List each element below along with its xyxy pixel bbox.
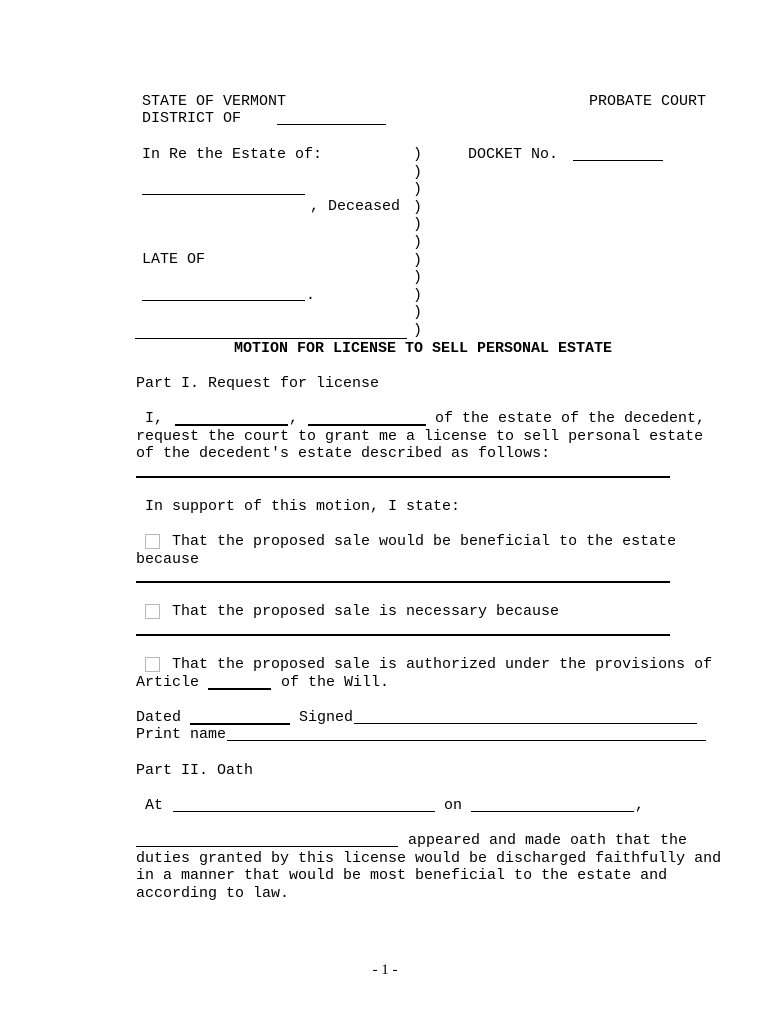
- district-blank[interactable]: [277, 124, 386, 125]
- oath-place-blank[interactable]: [173, 811, 435, 812]
- print-name-blank[interactable]: [227, 740, 706, 741]
- name-comma: ,: [289, 410, 299, 427]
- state-name: STATE OF VERMONT: [142, 93, 287, 110]
- page-number: - 1 -: [372, 962, 398, 978]
- necessary-option: That the proposed sale is necessary because: [172, 603, 560, 620]
- of-estate-text: of the estate of the decedent,: [435, 410, 706, 427]
- caption-parentheses: ) ) ) ) ) ) ) ) ) ) ): [413, 146, 423, 339]
- of-the-will-text: of the Will.: [281, 674, 390, 691]
- i-label: I,: [145, 410, 164, 427]
- on-label: on: [444, 797, 463, 814]
- request-line-2: request the court to grant me a license to sell personal estate: [136, 428, 704, 445]
- description-line[interactable]: [136, 476, 670, 478]
- request-line-3: of the decedent's estate described as follows:: [136, 445, 551, 462]
- court-name: PROBATE COURT: [589, 93, 707, 110]
- affiant-name-blank[interactable]: [136, 846, 398, 847]
- petitioner-name-blank[interactable]: [175, 424, 288, 426]
- deceased-label: , Deceased: [310, 198, 401, 215]
- signed-label: Signed: [299, 709, 354, 726]
- support-statement: In support of this motion, I state:: [145, 498, 461, 515]
- signature-blank[interactable]: [354, 723, 697, 724]
- print-name-label: Print name: [136, 726, 227, 743]
- oath-line-2: duties granted by this license would be discharged faithfully and: [136, 850, 722, 867]
- article-number-blank[interactable]: [208, 688, 271, 690]
- in-re-label: In Re the Estate of:: [142, 146, 323, 163]
- caption-rule: [135, 338, 407, 339]
- beneficial-reason-line[interactable]: [136, 581, 670, 583]
- beneficial-option-line2: because: [136, 551, 200, 568]
- petitioner-role-blank[interactable]: [308, 424, 426, 426]
- docket-label: DOCKET No.: [468, 146, 559, 163]
- appeared-text: appeared and made oath that the: [408, 832, 688, 849]
- oath-date-blank[interactable]: [471, 811, 634, 812]
- late-of-label: LATE OF: [142, 251, 206, 268]
- part2-heading: Part II. Oath: [136, 762, 254, 779]
- document-title: MOTION FOR LICENSE TO SELL PERSONAL ESTATE: [234, 340, 613, 357]
- at-label: At: [145, 797, 164, 814]
- necessary-reason-line[interactable]: [136, 634, 670, 636]
- late-of-period: .: [306, 287, 316, 304]
- article-label: Article: [136, 674, 200, 691]
- district-label: DISTRICT OF: [142, 110, 242, 127]
- oath-line-4: according to law.: [136, 885, 290, 902]
- docket-blank[interactable]: [573, 160, 663, 161]
- oath-line-3: in a manner that would be most beneficial to the estate and: [136, 867, 668, 884]
- authorized-checkbox[interactable]: [145, 657, 160, 672]
- late-of-blank[interactable]: [142, 300, 305, 301]
- part1-heading: Part I. Request for license: [136, 375, 380, 392]
- necessary-checkbox[interactable]: [145, 604, 160, 619]
- oath-comma: ,: [635, 797, 645, 814]
- date-blank[interactable]: [190, 723, 290, 725]
- decedent-name-blank[interactable]: [142, 194, 305, 195]
- beneficial-checkbox[interactable]: [145, 534, 160, 549]
- dated-label: Dated: [136, 709, 182, 726]
- authorized-option-line1: That the proposed sale is authorized under the provisions of: [172, 656, 713, 673]
- beneficial-option-line1: That the proposed sale would be beneficial to the estate: [172, 533, 677, 550]
